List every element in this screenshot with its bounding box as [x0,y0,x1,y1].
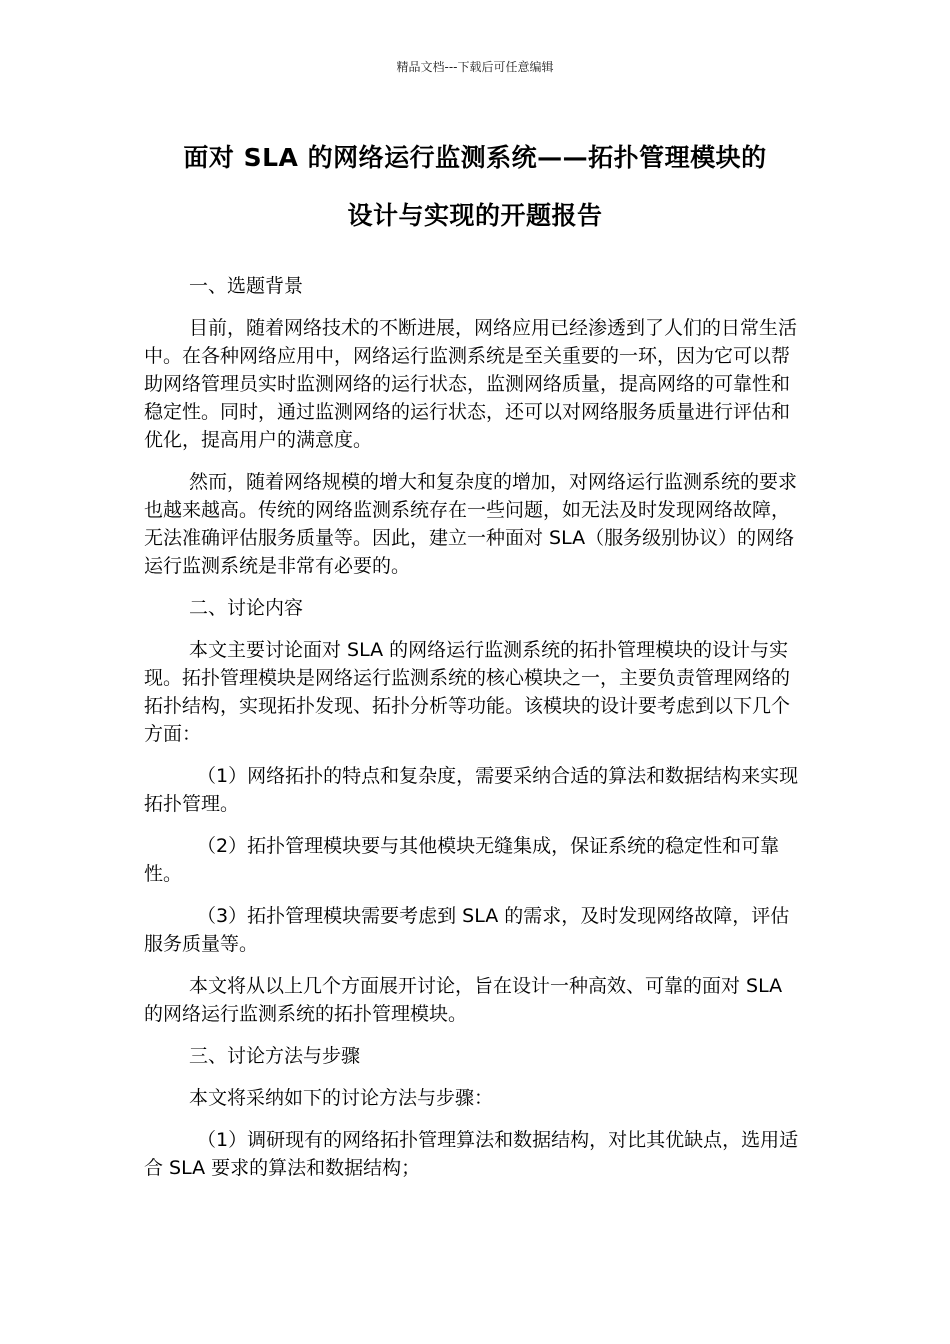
document-body [144,272,806,1196]
section-3-paragraph-1: 本文将采纳如下的讨论方法与步骤： [189,1087,494,1109]
section-2-paragraph-2: 本文将从以上几个方面展开讨论，旨在设计一种高效、可靠的面对 SLA 的网络运行监测系统的拓扑管理模块。 [144,975,783,1025]
section-3-heading: 三、讨论方法与步骤 [189,1045,361,1067]
section-2-item-1: （1）网络拓扑的特点和复杂度，需要采纳合适的算法和数据结构来实现拓扑管理。 [144,765,799,815]
document-title-line-2: 设计与实现的开题报告 [347,201,603,230]
section-2-item-3: （3）拓扑管理模块需要考虑到 SLA 的需求，及时发现网络故障，评估服务质量等。 [144,905,790,955]
document-title-line-1: 面对 SLA 的网络运行监测系统——拓扑管理模块的 [183,143,767,172]
section-1-paragraph-1: 目前，随着网络技术的不断进展，网络应用已经渗透到了人们的日常生活中。在各种网络应用中，网络运行监测系统是至关重要的一环，因为它可以帮助网络管理员实时监测网络的运行状态，监测网络质量，提高网络的可靠性和稳定性。同时，通过监测网络的运行状态，还可以对网络服务质量进行评估和优化，提高用户的满意度。 [144,317,798,451]
section-2-paragraph-1: 本文主要讨论面对 SLA 的网络运行监测系统的拓扑管理模块的设计与实现。拓扑管理模块是网络运行监测系统的核心模块之一，主要负责管理网络的拓扑结构，实现拓扑发现、拓扑分析等功能。该模块的设计要考虑到以下几个方面： [144,639,791,745]
section-2-item-2: （2）拓扑管理模块要与其他模块无缝集成，保证系统的稳定性和可靠性。 [144,835,780,885]
section-1-heading: 一、选题背景 [189,275,304,297]
section-3-item-1: （1）调研现有的网络拓扑管理算法和数据结构，对比其优缺点，选用适合 SLA 要求的算法和数据结构； [144,1129,799,1179]
section-1-paragraph-2: 然而，随着网络规模的增大和复杂度的增加，对网络运行监测系统的要求也越来越高。传统的网络监测系统存在一些问题，如无法及时发现网络故障，无法准确评估服务质量等。因此，建立一种面对 SLA（服务级别协议）的网络运行监测系统是非常有必要的。 [144,471,798,577]
header-note: 精品文档---下载后可任意编辑 [396,60,554,74]
section-2-heading: 二、讨论内容 [189,597,304,619]
